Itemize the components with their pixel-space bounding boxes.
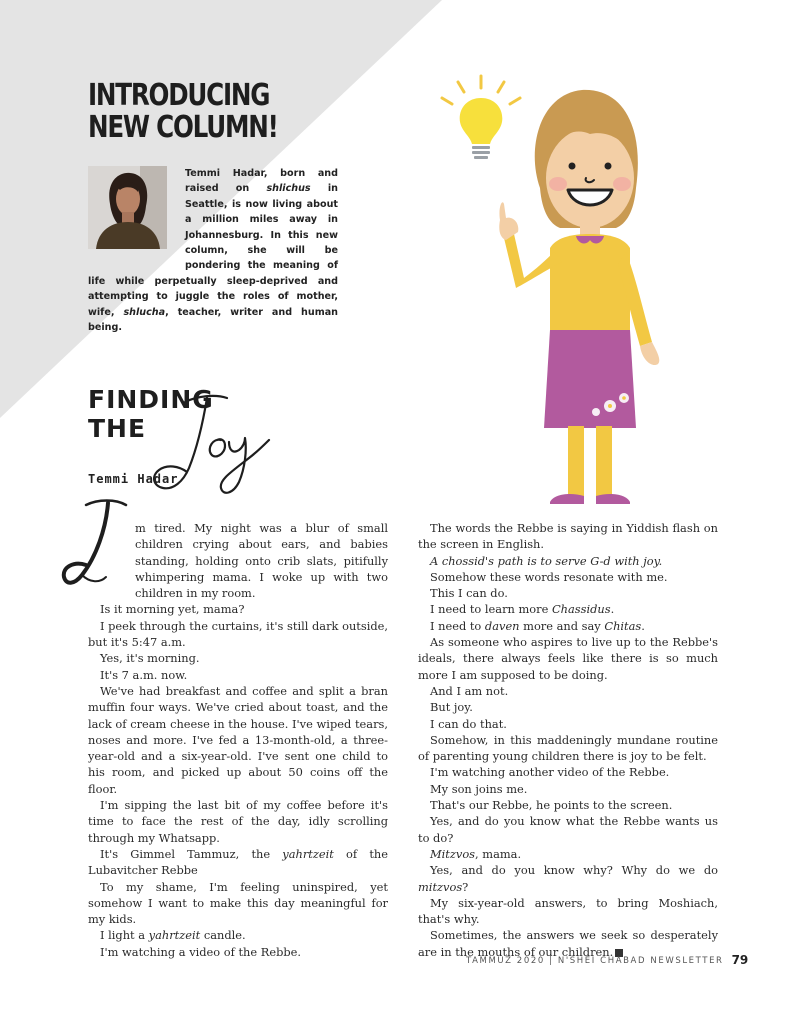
article-paragraph: My son joins me. bbox=[430, 781, 528, 796]
article-paragraph: I peek through the curtains, it's still dark outside, but it's 5:47 a.m. bbox=[88, 618, 388, 650]
author-byline: Temmi Hadar bbox=[88, 472, 179, 486]
article-paragraph: I'm watching a video of the Rebbe. bbox=[100, 944, 302, 959]
page-number: 79 bbox=[731, 953, 749, 967]
article-paragraph: It's Gimmel Tammuz, the yahrtzeit of the Lubavitcher Rebbe bbox=[88, 846, 388, 878]
article-paragraph: My six-year-old answers, to bring Moshiach, that's why. bbox=[418, 895, 718, 927]
light-bulb-icon bbox=[460, 98, 503, 159]
intro-title-line-2: NEW COLUMN! bbox=[88, 110, 278, 145]
article-paragraph: We've had breakfast and coffee and split a bran muffin four ways. We've cried about toast, and the lack of cream cheese in the house. I've wiped tears, noses and more. I've fed a 13-month-old, a three-year-old and a six-year-old. I've sent one child to his room, and picked up about 50 coins off the floor. bbox=[88, 683, 388, 796]
column-title-line-1: FINDING bbox=[88, 385, 214, 414]
page-footer bbox=[466, 953, 749, 967]
article-paragraph: I'm watching another video of the Rebbe. bbox=[430, 765, 670, 780]
article-paragraph: As someone who aspires to live up to the Rebbe's ideals, there always feels like there is so much more I am supposed to be doing. bbox=[418, 635, 718, 682]
girl-idea-illustration bbox=[430, 68, 680, 512]
article-paragraph: Yes, and do you know why? Why do we do mitzvos? bbox=[418, 863, 718, 894]
article-paragraph: m tired. My night was a blur of small children crying about ears, and babies standing, holding onto crib slats, pitifully whimpering mama. I woke up with two children in my room. bbox=[135, 521, 388, 601]
article-paragraph: The words the Rebbe is saying in Yiddish flash on the screen in English. bbox=[418, 521, 718, 552]
intro-title bbox=[88, 80, 278, 144]
article-paragraph: And I am not. bbox=[430, 683, 509, 698]
article-paragraph: Is it morning yet, mama? bbox=[100, 602, 245, 617]
article-paragraph: Sometimes, the answers we seek so desperately are in the mouths of our children. bbox=[418, 928, 718, 959]
article-column-left bbox=[88, 520, 388, 960]
article-paragraph: To my shame, I'm feeling uninspired, yet somehow I want to make this day meaningful for my kids. bbox=[88, 879, 388, 927]
article-paragraph: It's 7 a.m. now. bbox=[100, 667, 188, 682]
article-paragraph: I light a yahrtzeit candle. bbox=[100, 928, 246, 943]
article-paragraph: I'm sipping the last bit of my coffee before it's time to face the rest of the day, idly scrolling through my Whatsapp. bbox=[88, 798, 388, 845]
article-paragraph: Yes, and do you know what the Rebbe wants us to do? bbox=[418, 814, 718, 845]
article-paragraph: Yes, it's morning. bbox=[100, 651, 200, 666]
article-paragraph: Somehow, in this maddeningly mundane routine of parenting young children there is joy to be felt. bbox=[418, 732, 718, 764]
article-column-right bbox=[418, 520, 718, 960]
article-paragraph: I need to daven more and say Chitas. bbox=[430, 618, 645, 633]
article-paragraph: But joy. bbox=[430, 700, 473, 715]
photo-float-spacer bbox=[88, 166, 167, 264]
article-paragraph: Mitzvos, mama. bbox=[430, 846, 522, 861]
intro-title-line-1: INTRODUCING bbox=[88, 78, 270, 113]
article-paragraph: That's our Rebbe, he points to the screen. bbox=[430, 798, 673, 813]
article-paragraph: I can do that. bbox=[430, 716, 507, 731]
article-paragraph: I need to learn more Chassidus. bbox=[430, 602, 615, 617]
column-title-line-2: THE bbox=[88, 414, 147, 443]
article-paragraph: This I can do. bbox=[430, 586, 508, 601]
intro-blurb: Temmi Hadar, born and raised on shlichus in Seattle, is now living about a million miles away in Johannesburg. In this new column, she will be pondering the meaning of life while perpetually sleep-deprived and attempting to juggle the roles of mother, wife, shlucha, teacher, writer and human being. bbox=[88, 168, 338, 334]
article-paragraph: Somehow these words resonate with me. bbox=[430, 569, 668, 584]
issue-label: TAMMUZ 2020 | N'SHEI CHABAD NEWSLETTER bbox=[466, 956, 724, 966]
article-paragraph: A chossid's path is to serve G-d with joy. bbox=[430, 553, 663, 568]
